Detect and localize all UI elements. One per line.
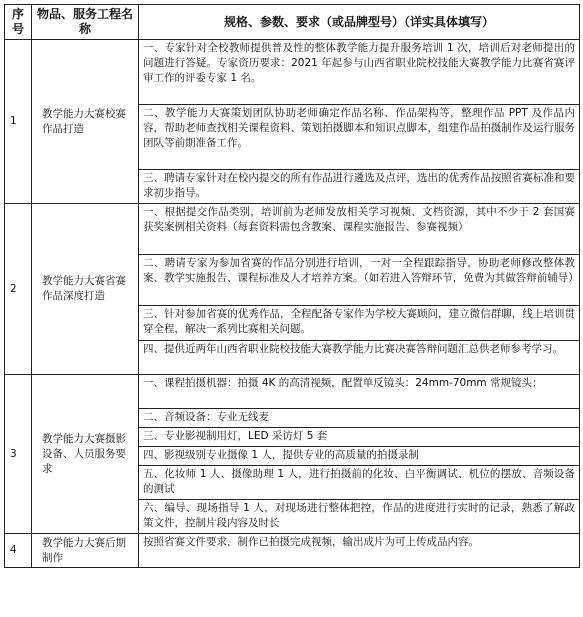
- spec-item: 六、编导、现场指导 1 人，对现场进行整体把控，作品的进度进行实时的记录，熟悉了解政策文件，控制片段内容及时长: [143, 502, 575, 529]
- spec-item: 一、根据提交作品类别，培训前为老师发放相关学习视频、文档资源，其中不少于 2 套国赛获奖案例相关资料（每套资料需包含教案、课程实施报告、参赛视频）: [139, 204, 579, 255]
- header-spec: 规格、参数、要求（或品牌型号）（详实具体填写）: [139, 5, 580, 40]
- row-number: 1: [5, 40, 32, 204]
- spec-item: 二、聘请专家为参加省赛的作品分别进行培训，一对一全程跟踪指导，协助老师修改整体教案、教学实施报告、课程标准及人才培养方案。（如若进入答辩环节，免费为其做答辩前辅导）: [139, 255, 579, 306]
- spec-item: 三、专业影视制用灯，LED 采访灯 5 套: [139, 428, 579, 447]
- spec-item: 三、聘请专家针对在校内提交的所有作品进行遴选及点评，选出的优秀作品按照省赛标准和要求初步指导。: [143, 172, 575, 199]
- row-number: 3: [5, 375, 32, 534]
- procurement-spec-table: [4, 4, 580, 568]
- row-number: 4: [5, 534, 32, 568]
- spec-cell: [139, 534, 580, 568]
- header-no: 序号: [5, 5, 32, 40]
- spec-item: 四、提供近两年山西省职业院校技能大赛教学能力比赛决赛答辩问题汇总供老师参考学习。: [143, 343, 563, 355]
- item-name: 教学能力大赛校赛作品打造: [32, 40, 139, 204]
- spec-item: 按照省赛文件要求，制作已拍摄完成视频，输出成片为可上传成品内容。: [143, 536, 479, 548]
- spec-item: 一、专家针对全校教师提供普及性的整体教学能力提升服务培训 1 次，培训后对老师提出的问题进行答疑。专家资历要求：2021 年起参与山西省职业院校技能大赛教学能力比赛省赛评审工作的评委专家 1 名。: [139, 40, 579, 105]
- spec-item: 三、针对参加省赛的优秀作品，全程配备专家作为学校大赛顾问，建立微信群聊，线上培训贯穿全程，解决一系列比赛相关问题。: [139, 306, 579, 341]
- item-name: 教学能力大赛省赛作品深度打造: [32, 204, 139, 375]
- table-header-row: [5, 5, 580, 40]
- spec-item: 五、化妆师 1 人、摄像助理 1 人，进行拍摄前的化妆、白平衡调试、机位的摆放、音频设备的测试: [139, 466, 579, 500]
- spec-item: 一、课程拍摄机器：拍摄 4K 的高清视频，配置单反镜头：24mm-70mm 常规镜头；: [139, 375, 579, 409]
- table-row: [5, 204, 580, 375]
- table-row: [5, 534, 580, 568]
- item-name: 教学能力大赛后期制作: [32, 534, 139, 568]
- spec-cell: [139, 40, 580, 204]
- item-name: 教学能力大赛摄影设备、人员服务要求: [32, 375, 139, 534]
- spec-item: 四、影视级别专业摄像 1 人，提供专业的高质量的拍摄录制: [139, 447, 579, 466]
- spec-item: 二、教学能力大赛策划团队协助老师确定作品名称、作品架构等，整理作品 PPT 及作品内容，帮助老师查找相关课程资料、策划拍摄脚本和知识点脚本，组建作品拍摄制作及运行服务团队等前期准备工作。: [139, 105, 579, 170]
- table-row: [5, 40, 580, 204]
- header-name: 物品、服务工程名称: [32, 5, 139, 40]
- table-row: [5, 375, 580, 534]
- row-number: 2: [5, 204, 32, 375]
- spec-cell: [139, 204, 580, 375]
- spec-cell: [139, 375, 580, 534]
- spec-item: 二、音频设备：专业无线麦: [139, 409, 579, 428]
